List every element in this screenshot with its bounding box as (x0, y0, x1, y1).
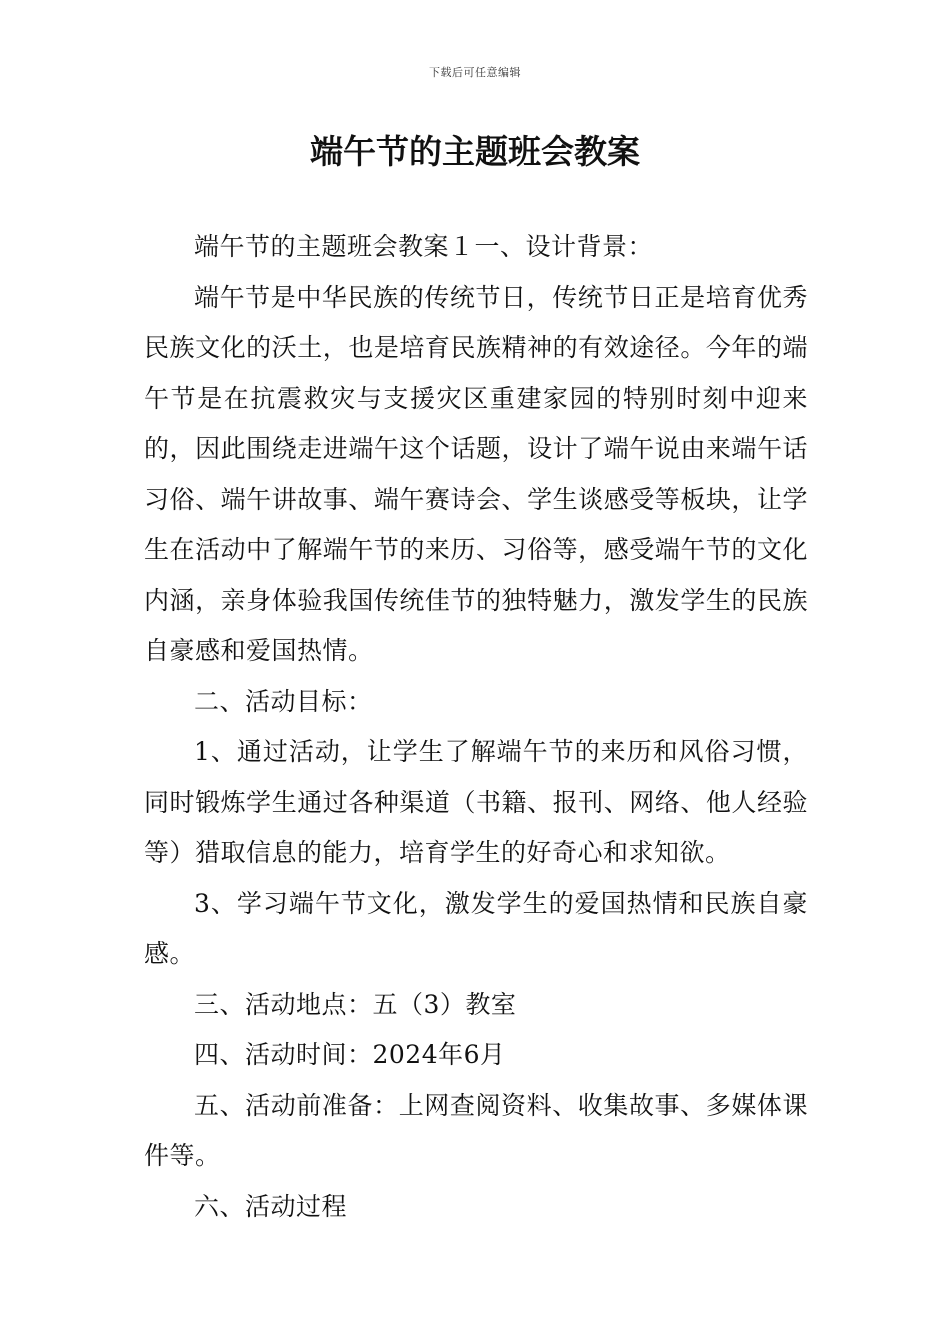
paragraph-time: 四、活动时间：2024年6月 (194, 1040, 506, 1069)
paragraph-goal-3: 3、学习端午节文化，激发学生的爱国热情和民族自豪感。 (144, 888, 808, 968)
paragraph-location: 三、活动地点：五（3）教室 (194, 989, 517, 1019)
paragraph-goal-1: 1、通过活动，让学生了解端午节的来历和风俗习惯，同时锻炼学生通过各种渠道（书籍、报刊、网络、他人经验等）猎取信息的能力，培育学生的好奇心和求知欲。 (144, 737, 808, 867)
document-body (144, 222, 808, 1232)
document-title: 端午节的主题班会教案 (310, 132, 640, 171)
paragraph-process-heading: 六、活动过程 (194, 1191, 348, 1221)
header-note: 下载后可任意编辑 (429, 66, 521, 79)
paragraph-preparation: 五、活动前准备：上网查阅资料、收集故事、多媒体课件等。 (144, 1090, 808, 1170)
paragraph-goals-heading: 二、活动目标： (194, 686, 373, 716)
paragraph-intro: 端午节的主题班会教案１一、设计背景： (194, 232, 654, 261)
paragraph-background: 端午节是中华民族的传统节日，传统节日正是培育优秀民族文化的沃土，也是培育民族精神的有效途径。今年的端午节是在抗震救灾与支援灾区重建家园的特别时刻中迎来的，因此围绕走进端午这个话题，设计了端午说由来端午话习俗、端午讲故事、端午赛诗会、学生谈感受等板块，让学生在活动中了解端午节的来历、习俗等，感受端午节的文化内涵，亲身体验我国传统佳节的独特魅力，激发学生的民族自豪感和爱国热情。 (144, 282, 808, 665)
